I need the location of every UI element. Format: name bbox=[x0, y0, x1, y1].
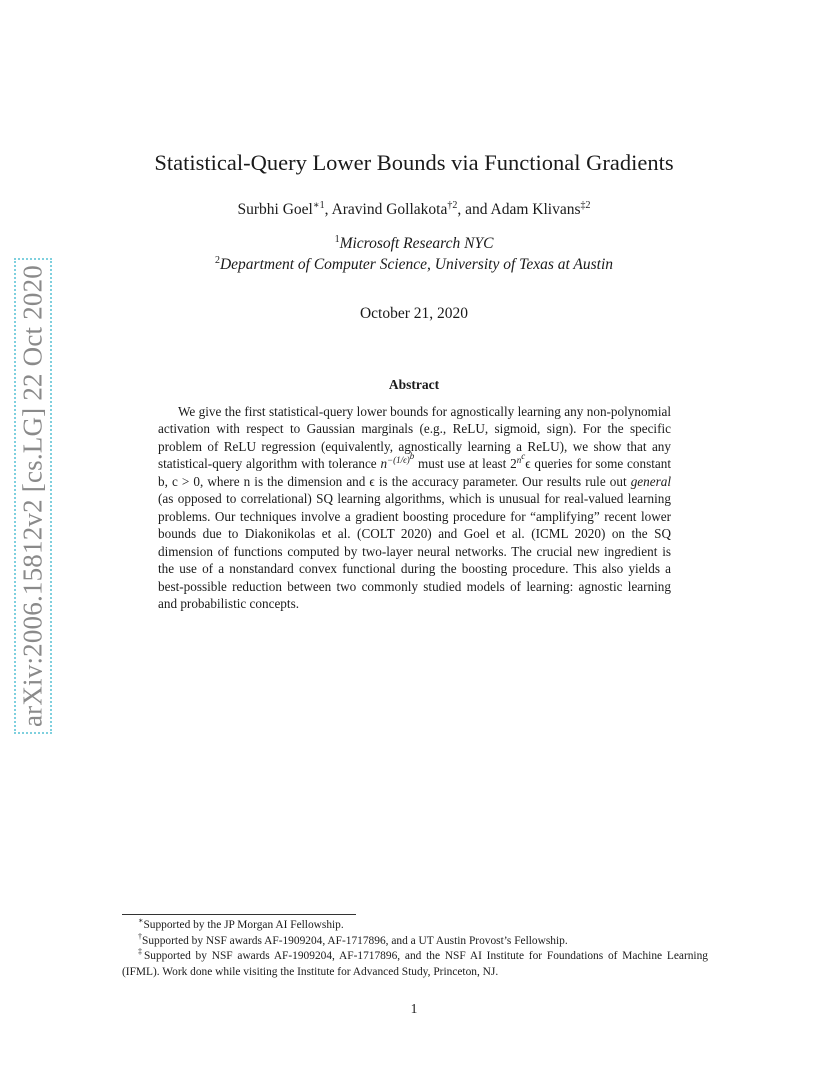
math-queries: $2^{n^c}$ bbox=[510, 450, 526, 472]
paper-date: October 21, 2020 bbox=[359, 305, 469, 322]
affiliation bbox=[0, 234, 828, 253]
affiliation-text: Department of Computer Science, University of Texas at Austin bbox=[219, 256, 614, 274]
arxiv-identifier: arXiv:2006.15812v2 [cs.LG] 22 Oct 2020 bbox=[17, 264, 48, 728]
author-name: Aravind Gollakota bbox=[331, 201, 448, 219]
author-name: and Adam Klivans bbox=[465, 201, 581, 219]
page-number: 1 bbox=[410, 1001, 418, 1016]
affiliation-mark: 1 bbox=[334, 234, 340, 245]
arxiv-stamp bbox=[14, 258, 52, 734]
affiliation bbox=[0, 255, 828, 274]
affiliation-mark: 2 bbox=[214, 255, 220, 266]
abstract-text: (as opposed to correlational) SQ learning algorithms, which is unusual for real-valued learning problems. Our techniques involve a gradient boosting procedure for “amplifying” recent lower bounds due to Diakonikolas et al. (COLT 2020) and Goel et al. (ICML 2020) on the SQ dimension of functions computed by two-layer neural networks. The crucial new ingredient is the use of a nonstandard convex functional during the boosting procedure. This also yields a best-possible reduction between two commonly studied models of learning: agnostic learning and probabilistic concepts. bbox=[158, 491, 671, 611]
footnote-rule bbox=[122, 914, 356, 915]
abstract-text: ϵ queries for some constant b, c > 0, where n is the dimension and ϵ is the accuracy parameter. Our results rule out bbox=[158, 456, 671, 489]
abstract-text: must use at least bbox=[414, 456, 511, 472]
author-mark: †2 bbox=[447, 200, 458, 211]
author-mark: ∗1 bbox=[312, 200, 325, 211]
author-name: Surbhi Goel bbox=[237, 201, 313, 219]
author-list: Surbhi Goel$^{∗1}$, Aravind Gollakota$^{\dagger 2}$, and Adam Klivans$^{\ddagger 2}$ bbox=[237, 200, 591, 219]
footnote: †Supported by NSF awards AF-1909204, AF-1717896, and a UT Austin Provost’s Fellowship. bbox=[138, 931, 568, 947]
affiliation-text: Microsoft Research NYC bbox=[339, 235, 494, 253]
paper-title: Statistical-Query Lower Bounds via Functional Gradients bbox=[154, 150, 674, 175]
abstract-text: We give the first statistical-query lower bounds for agnostically learning any non-polynomial activation with respect to Gaussian marginals (e.g., ReLU, sigmoid, sign). For the specific problem of ReLU regression (equivalently, agnostically learning a ReLU), we show that any statistical-query algorithm with tolerance bbox=[158, 404, 671, 472]
footnotes bbox=[122, 918, 708, 980]
math-tolerance: $n^{-(1/\epsilon)^b}$ bbox=[380, 450, 415, 472]
author-mark: ‡2 bbox=[580, 200, 591, 211]
footnote: ∗Supported by the JP Morgan AI Fellowship. bbox=[138, 916, 344, 931]
footnote: ‡Supported by NSF awards AF-1909204, AF-1717896, and the NSF AI Institute for Foundations of Machine Learning (IFML). Work done while visiting the Institute for Advanced Study, Princeton, NJ. bbox=[122, 947, 708, 978]
abstract-emphasis: general bbox=[630, 473, 671, 489]
abstract-body bbox=[158, 403, 671, 612]
abstract-heading: Abstract bbox=[388, 377, 440, 392]
